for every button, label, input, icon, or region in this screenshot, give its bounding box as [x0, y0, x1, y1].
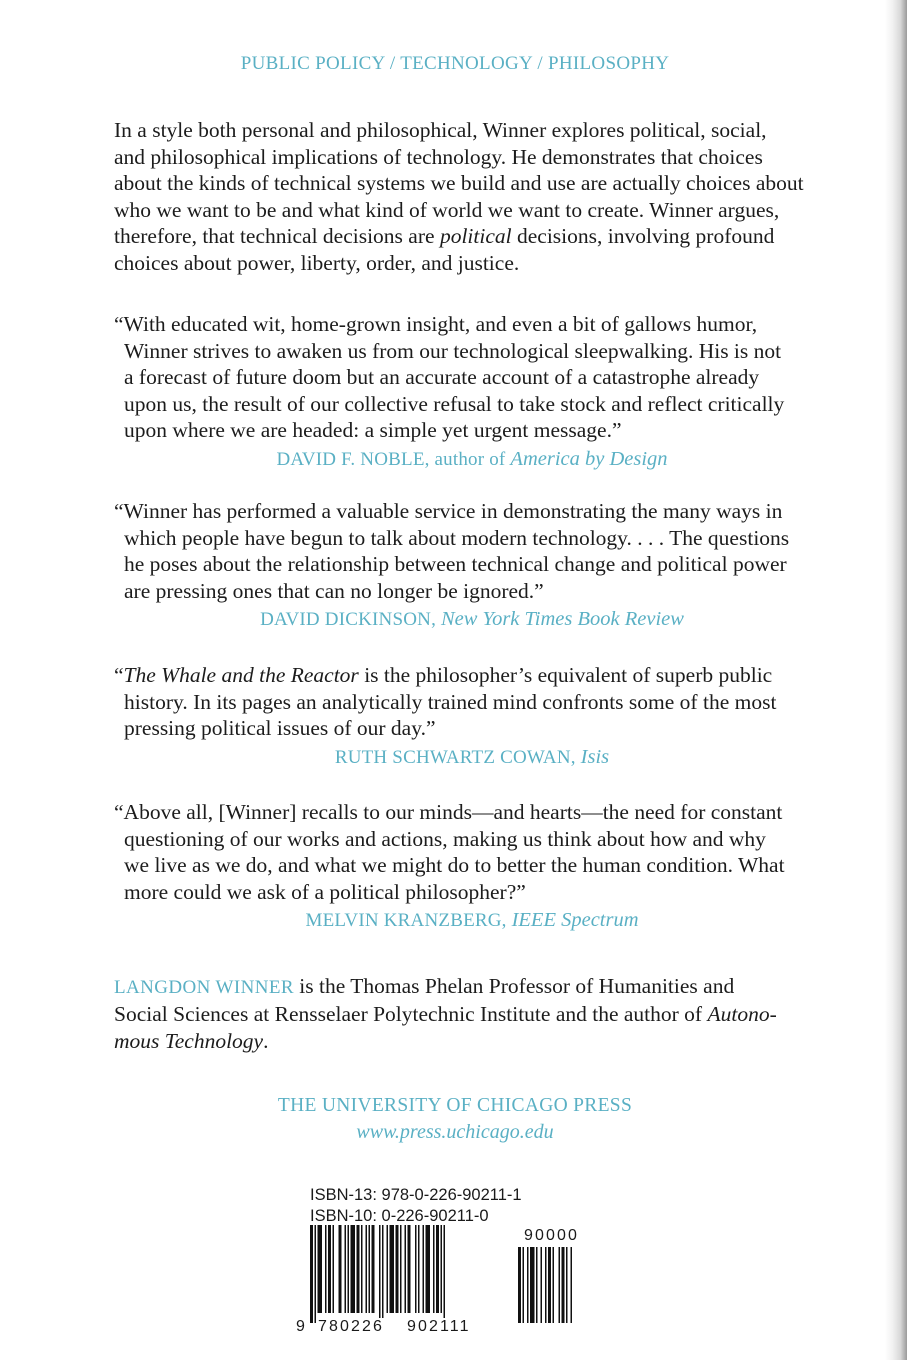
barcode-bar: [444, 1225, 446, 1323]
barcode-bar: [423, 1225, 425, 1313]
barcode-bar: [523, 1247, 525, 1323]
barcode-bar: [436, 1225, 439, 1313]
barcode-bar: [571, 1247, 573, 1323]
barcode-bar: [433, 1225, 435, 1313]
barcode-bar: [415, 1225, 417, 1313]
barcode-bar: [541, 1247, 543, 1323]
barcode-bar: [400, 1225, 402, 1313]
author-name: LANGDON WINNER: [114, 977, 294, 998]
barcode-bar: [408, 1225, 411, 1313]
barcode-bar: [441, 1225, 443, 1313]
price-code-digits: 90000: [524, 1227, 579, 1244]
barcode-bar: [566, 1247, 568, 1323]
publisher-name: THE UNIVERSITY OF CHICAGO PRESS: [277, 1095, 633, 1116]
barcode-bar: [390, 1225, 395, 1313]
barcode-first-digit: 9: [296, 1318, 307, 1335]
quote-attribution: MELVIN KRANZBERG, IEEE Spectrum: [305, 909, 639, 932]
review-quote-noble: “With educated wit, home-grown insight, and even a bit of gallows humor, Winner strives to awaken us from our technological sleepwalking. His is not a forecast of future doom but an accurate account of a catastrophe already upon us, the result of our collective refusal to take stock and reflect critically upon where we are headed: a simple yet urgent message.” DAVID F. NOBLE, author of America by Design: [114, 311, 830, 474]
barcode-bar: [396, 1225, 399, 1313]
emphasis-political: political: [439, 224, 512, 249]
description-line: choices about power, liberty, order, and justice.: [114, 250, 520, 275]
quote-attribution: RUTH SCHWARTZ COWAN, Isis: [334, 745, 610, 768]
cover-edge-shadow: [885, 0, 907, 1360]
barcode-bar: [379, 1225, 381, 1323]
barcode-bar: [536, 1247, 538, 1323]
description-line: In a style both personal and philosophical, Winner explores political, social,: [114, 118, 767, 142]
barcode-right-digits: 902111: [407, 1318, 471, 1335]
description-line: who we want to be and what kind of world we want to create. Winner argues,: [114, 197, 780, 222]
barcode-bar: [548, 1247, 551, 1323]
book-title: The Whale and the Reactor: [123, 663, 359, 687]
quote-attribution: DAVID DICKINSON, New York Times Book Review: [260, 608, 684, 631]
book-description: [114, 117, 830, 277]
category-label: PUBLIC POLICY / TECHNOLOGY / PHILOSOPHY: [240, 53, 670, 74]
barcode-bar: [426, 1225, 431, 1313]
barcode-bar: [562, 1247, 565, 1323]
barcode-bar: [339, 1225, 342, 1313]
barcode-bar: [382, 1225, 384, 1323]
review-quote-dickinson: “Winner has performed a valuable service in demonstrating the many ways in which people have begun to talk about modern technology. . . . The questions he poses about the relationship between technical change and political power are pressing ones that can no longer be ignored.” DAVID DICKINSON, New York Times Book Review: [114, 498, 830, 634]
isbn-13: ISBN-13: 978-0-226-90211-1: [310, 1186, 522, 1204]
barcode-bar: [351, 1225, 356, 1313]
barcode-bar: [318, 1225, 323, 1313]
barcode-bar: [518, 1247, 521, 1323]
barcode-bar: [315, 1225, 317, 1323]
barcode: [296, 1225, 616, 1345]
barcode-bar: [348, 1225, 350, 1313]
isbn-10: ISBN-10: 0-226-90211-0: [310, 1207, 489, 1225]
description-line: about the kinds of technical systems we build and use are actually choices about: [114, 171, 804, 196]
publisher-url: www.press.uchicago.edu: [356, 1121, 554, 1143]
author-bio: LANGDON WINNER is the Thomas Phelan Professor of Humanities and Social Sciences at Rensselaer Polytechnic Institute and the author of Autono- mous Technology.: [114, 974, 777, 1053]
barcode-bar: [372, 1225, 375, 1313]
barcode-bar: [545, 1247, 547, 1323]
barcode-bar: [325, 1225, 327, 1313]
barcode-bar: [405, 1225, 407, 1313]
barcode-bar: [527, 1247, 529, 1323]
barcode-bar: [418, 1225, 420, 1313]
description-line: and philosophical implications of technology. He demonstrates that choices: [114, 144, 763, 169]
barcode-left-digits: 780226: [318, 1318, 384, 1335]
barcode-bar: [357, 1225, 360, 1313]
barcode-bar: [328, 1225, 331, 1313]
barcode-bar: [553, 1247, 555, 1323]
barcode-bar: [361, 1225, 363, 1313]
review-quote-cowan: “The Whale and the Reactor is the philosopher’s equivalent of superb public history. In its pages an analytically trained mind confronts some of the most pressing political issues of our day.” RUTH SCHWARTZ COWAN, Isis: [114, 662, 830, 771]
barcode-bar: [310, 1225, 313, 1323]
isbn-text: [310, 1185, 630, 1227]
barcode-bar: [387, 1225, 389, 1313]
barcode-bar: [333, 1225, 335, 1313]
review-quote-kranzberg: “Above all, [Winner] recalls to our minds—and hearts—the need for constant questioning of our works and actions, making us think about how and why we live as we do, and what we might do to better the human condition. What more could we ask of a political philosopher?” MELVIN KRANZBERG, IEEE Spectrum: [114, 799, 830, 935]
barcode-bar: [530, 1247, 535, 1323]
barcode-bar: [559, 1247, 561, 1323]
barcode-bar: [345, 1225, 347, 1313]
quote-attribution: DAVID F. NOBLE, author of America by Design: [276, 447, 668, 470]
publisher-block: [0, 1095, 907, 1144]
barcode-bar: [369, 1225, 371, 1313]
description-line: therefore, that technical decisions are political decisions, involving profound: [114, 224, 775, 249]
barcode-bar: [366, 1225, 368, 1313]
